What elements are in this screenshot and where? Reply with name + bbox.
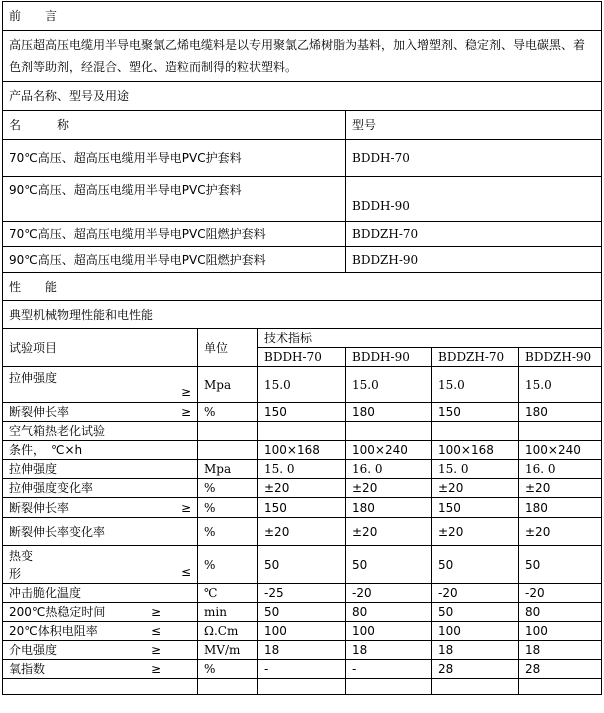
prop-unit (198, 441, 258, 460)
prop-unit: Mpa (198, 460, 258, 479)
prop-value: 15. 0 (432, 460, 519, 479)
prop-unit: MV/m (198, 641, 258, 660)
prop-value: -20 (519, 584, 602, 603)
prop-value: 50 (432, 603, 519, 622)
prop-value: ±20 (519, 518, 602, 546)
prop-unit: % (198, 403, 258, 422)
prop-item-label: 断裂伸长率 (9, 405, 70, 419)
prop-item: 拉伸强度变化率 (3, 479, 198, 498)
empty-cell (258, 422, 346, 441)
prop-value: - (346, 660, 432, 679)
col-spec-header: 技术指标 (258, 329, 602, 348)
prop-unit: % (198, 546, 258, 584)
prop-value: ±20 (346, 479, 432, 498)
col-unit-header: 单位 (198, 329, 258, 367)
product-name: 90℃高压、超高压电缆用半导电PVC阻燃护套料 (3, 247, 346, 273)
empty-cell (258, 679, 346, 695)
prop-value: -25 (258, 584, 346, 603)
prop-value: 18 (519, 641, 602, 660)
prop-value: 15.0 (258, 367, 346, 403)
prop-value: 100 (519, 622, 602, 641)
prop-value: 100×168 (432, 441, 519, 460)
product-name: 90℃高压、超高压电缆用半导电PVC护套料 (3, 177, 346, 222)
empty-cell (346, 679, 432, 695)
prop-unit: % (198, 498, 258, 518)
prop-value: 15.0 (346, 367, 432, 403)
prop-value: 16. 0 (346, 460, 432, 479)
prop-unit: Mpa (198, 367, 258, 403)
prop-item (3, 641, 198, 660)
prop-item (3, 403, 198, 422)
prop-item-label: 20℃体积电阻率 (9, 624, 98, 638)
prop-value: 100 (432, 622, 519, 641)
product-name-header: 名 称 (3, 111, 346, 140)
prop-value: 18 (346, 641, 432, 660)
prop-value: 100×240 (519, 441, 602, 460)
prop-value: 100×240 (346, 441, 432, 460)
prop-value: ±20 (346, 518, 432, 546)
model-header: BDDH-70 (258, 348, 346, 367)
model-header: BDDH-90 (346, 348, 432, 367)
model-header: BDDZH-70 (432, 348, 519, 367)
col-item-header: 试验项目 (3, 329, 198, 367)
spec-table (2, 1, 602, 695)
product-model: BDDH-90 (346, 177, 602, 222)
prop-unit: % (198, 660, 258, 679)
prop-item: 断裂伸长率变化率 (3, 518, 198, 546)
section-products: 产品名称、型号及用途 (3, 82, 602, 111)
prop-value: 15.0 (519, 367, 602, 403)
prop-value: ±20 (519, 479, 602, 498)
prop-value: 180 (346, 498, 432, 518)
prop-item-label: 拉伸强度 (9, 370, 58, 385)
document-sheet (2, 1, 601, 695)
prop-item-label: 断裂伸长率 (9, 500, 70, 515)
prop-value: 50 (346, 546, 432, 584)
prop-cond: ≥ (180, 405, 191, 419)
empty-cell (3, 679, 198, 695)
prop-cond: ≥ (150, 662, 161, 676)
prop-value: 50 (432, 546, 519, 584)
prop-unit: % (198, 518, 258, 546)
prop-cond: ≥ (150, 643, 161, 657)
prop-value: 50 (258, 603, 346, 622)
prop-value: 80 (346, 603, 432, 622)
prop-item (3, 498, 198, 518)
empty-cell (198, 679, 258, 695)
prop-item (3, 660, 198, 679)
prop-unit: % (198, 479, 258, 498)
prop-cond: ≤ (180, 564, 191, 579)
prop-value: ±20 (258, 479, 346, 498)
prop-value: 16. 0 (519, 460, 602, 479)
model-header: BDDZH-90 (519, 348, 602, 367)
prop-value: 100×168 (258, 441, 346, 460)
prop-value: 18 (432, 641, 519, 660)
prop-item (3, 603, 198, 622)
prop-value: 28 (432, 660, 519, 679)
empty-cell (432, 679, 519, 695)
empty-cell (198, 422, 258, 441)
empty-cell (519, 422, 602, 441)
prop-unit: Ω.Cm (198, 622, 258, 641)
prop-value: 180 (519, 403, 602, 422)
prop-item (3, 622, 198, 641)
prop-item: 条件， ℃×h (3, 441, 198, 460)
prop-unit: ℃ (198, 584, 258, 603)
prop-item-label: 200℃热稳定时间 (9, 605, 106, 619)
prop-item: 冲击脆化温度 (3, 584, 198, 603)
aging-title: 空气箱热老化试验 (3, 422, 198, 441)
prop-value: 150 (432, 403, 519, 422)
prop-value: -20 (346, 584, 432, 603)
prop-value: 180 (519, 498, 602, 518)
prop-cond: ≤ (150, 624, 161, 638)
prop-value: 18 (258, 641, 346, 660)
product-name: 70℃高压、超高压电缆用半导电PVC阻燃护套料 (3, 222, 346, 247)
prop-value: - (258, 660, 346, 679)
product-name: 70℃高压、超高压电缆用半导电PVC护套料 (3, 140, 346, 177)
prop-value: ±20 (432, 518, 519, 546)
product-model-header: 型号 (346, 111, 602, 140)
prop-item-label: 氧指数 (9, 662, 46, 676)
prop-item-label: 热变形 (9, 548, 34, 581)
prop-unit: min (198, 603, 258, 622)
prop-cond: ≥ (180, 500, 191, 515)
preface-text: 高压超高压电缆用半导电聚氯乙烯电缆料是以专用聚氯乙烯树脂为基料，加入增塑剂、稳定剂、导电碳黑、着色剂等助剂，经混合、塑化、造粒而制得的粒状塑料。 (3, 31, 602, 82)
prop-value: 100 (258, 622, 346, 641)
empty-cell (519, 679, 602, 695)
section-typical: 典型机械物理性能和电性能 (3, 301, 602, 329)
prop-value: -20 (432, 584, 519, 603)
prop-item (3, 546, 198, 584)
prop-value: 150 (258, 403, 346, 422)
empty-cell (432, 422, 519, 441)
product-model: BDDZH-70 (346, 222, 602, 247)
prop-cond: ≥ (180, 384, 191, 399)
prop-value: 50 (519, 546, 602, 584)
prop-item-label: 介电强度 (9, 643, 58, 657)
prop-value: 80 (519, 603, 602, 622)
prop-item: 拉伸强度 (3, 460, 198, 479)
product-model: BDDZH-90 (346, 247, 602, 273)
prop-value: 15.0 (432, 367, 519, 403)
prop-value: ±20 (432, 479, 519, 498)
prop-value: 15. 0 (258, 460, 346, 479)
empty-cell (346, 422, 432, 441)
prop-value: 150 (258, 498, 346, 518)
heading-preface: 前 言 (3, 2, 602, 31)
prop-value: 180 (346, 403, 432, 422)
prop-cond: ≥ (150, 605, 161, 619)
prop-value: 100 (346, 622, 432, 641)
section-performance: 性 能 (3, 273, 602, 301)
product-model: BDDH-70 (346, 140, 602, 177)
prop-value: 150 (432, 498, 519, 518)
prop-value: ±20 (258, 518, 346, 546)
prop-item (3, 367, 198, 403)
prop-value: 50 (258, 546, 346, 584)
prop-value: 28 (519, 660, 602, 679)
